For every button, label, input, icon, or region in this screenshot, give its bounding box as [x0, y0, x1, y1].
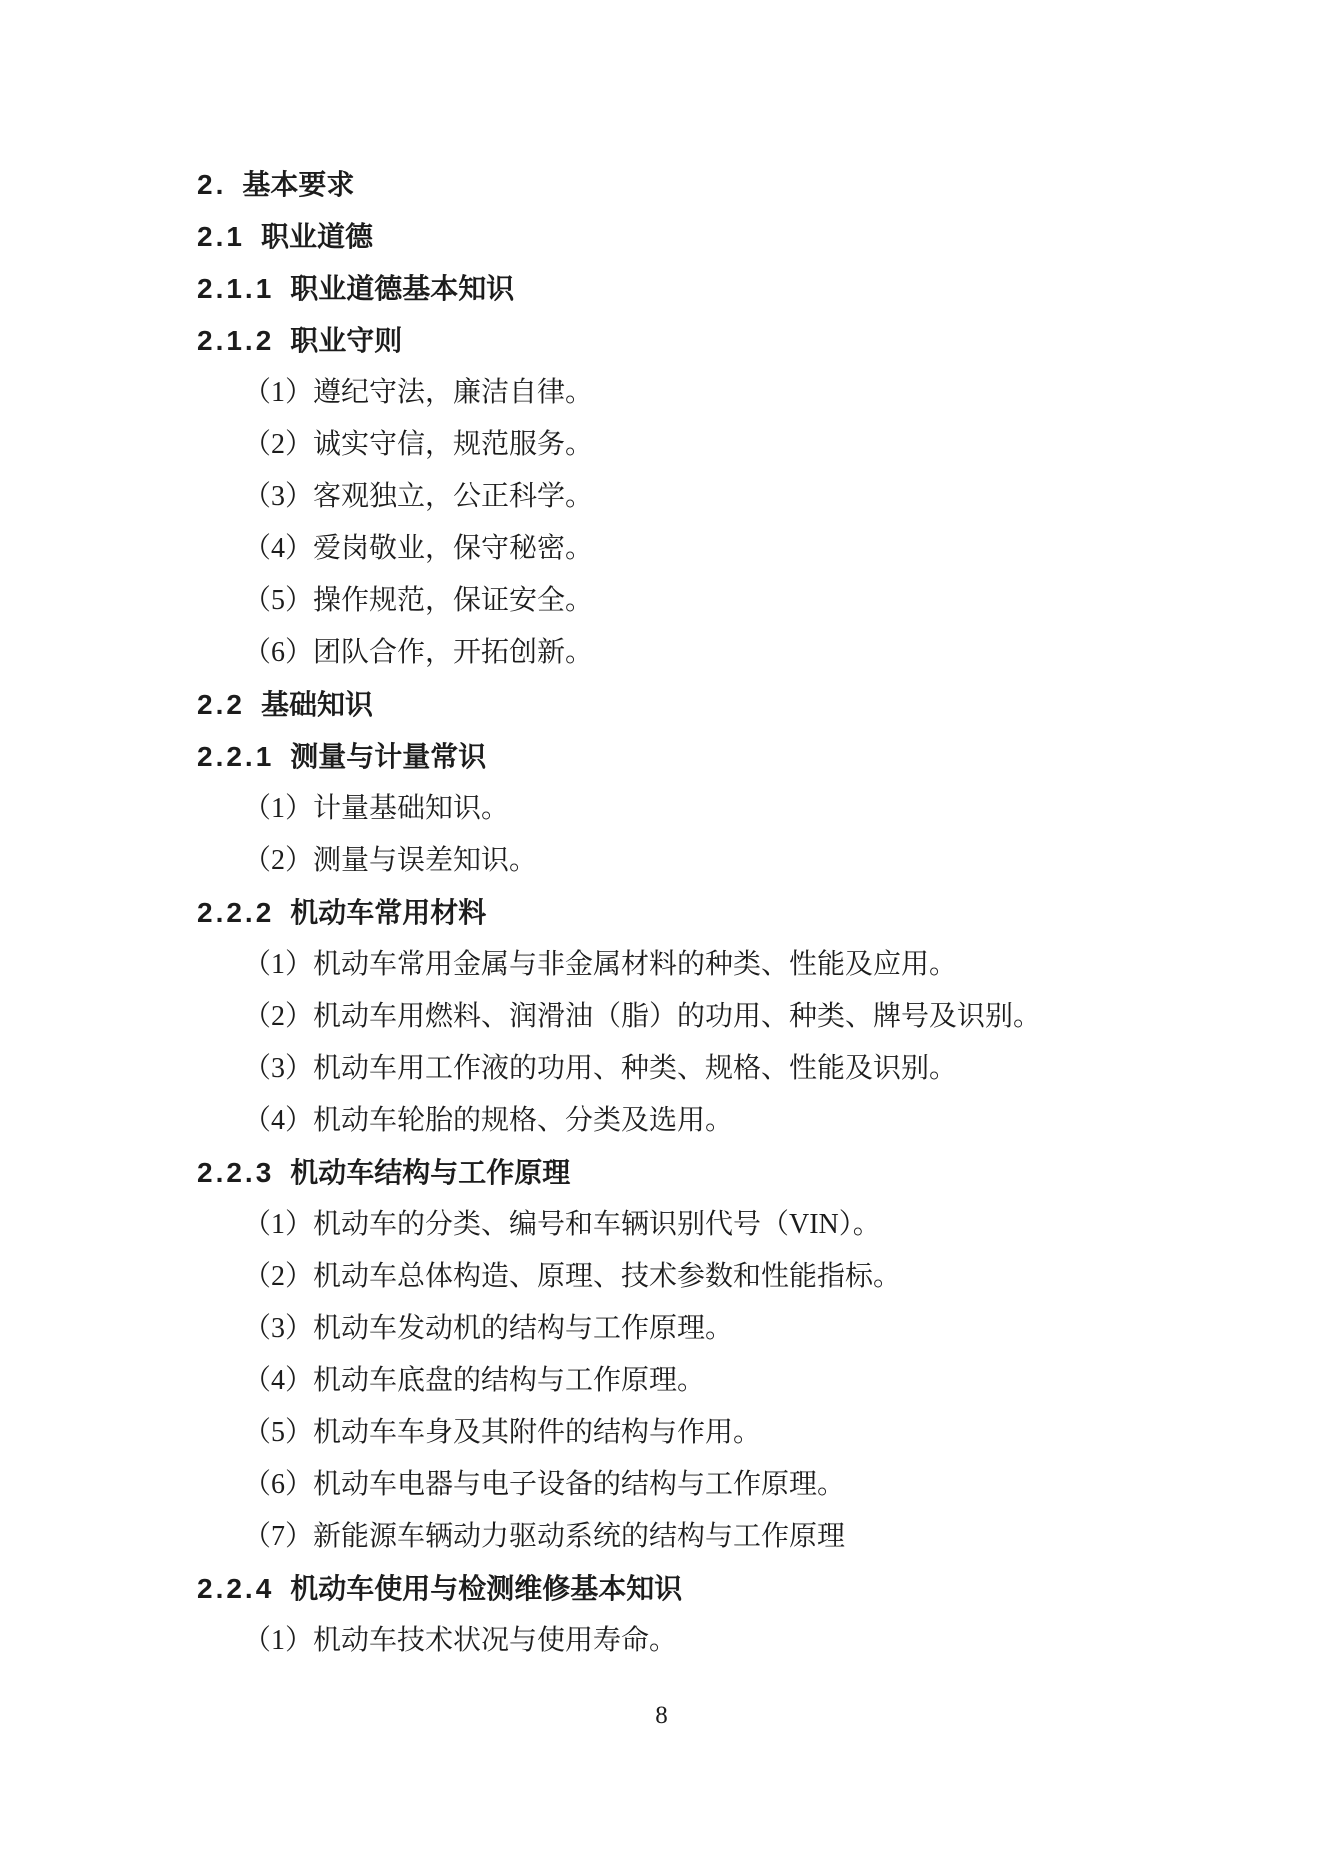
- heading-text: 基础知识: [260, 689, 373, 720]
- page-number: 8: [655, 1702, 668, 1729]
- heading-number: 2.: [197, 169, 227, 200]
- heading-number: 2.1.2: [197, 325, 275, 356]
- list-item: （2）机动车用燃料、润滑油（脂）的功用、种类、牌号及识别。: [243, 1001, 1042, 1032]
- list-item: （2）诚实守信，规范服务。: [243, 429, 594, 460]
- heading-number: 2.1.1: [197, 273, 275, 304]
- heading-text: 基本要求: [242, 169, 355, 200]
- heading-text: 职业守则: [290, 325, 403, 356]
- list-item: （4）机动车轮胎的规格、分类及选用。: [243, 1105, 734, 1136]
- heading-number: 2.2: [197, 689, 245, 720]
- page-footer: [0, 1696, 1323, 1736]
- list-item: （3）机动车用工作液的功用、种类、规格、性能及识别。: [243, 1053, 958, 1084]
- list-item: （6）团队合作，开拓创新。: [243, 637, 594, 668]
- heading-text: 机动车常用材料: [290, 897, 487, 928]
- heading-text: 职业道德基本知识: [290, 273, 515, 304]
- list-item: （5）机动车车身及其附件的结构与作用。: [243, 1417, 762, 1448]
- heading-number: 2.2.1: [197, 741, 275, 772]
- list-item: （1）机动车技术状况与使用寿命。: [243, 1625, 678, 1656]
- list-item: （4）机动车底盘的结构与工作原理。: [243, 1365, 706, 1396]
- section-heading: [197, 1563, 1263, 1615]
- section-heading: [197, 159, 1263, 211]
- heading-number: 2.2.3: [197, 1157, 275, 1188]
- list-item: （3）机动车发动机的结构与工作原理。: [243, 1313, 734, 1344]
- list-item: （3）客观独立，公正科学。: [243, 481, 594, 512]
- section-heading: [197, 211, 1263, 263]
- heading-number: 2.2.4: [197, 1573, 275, 1604]
- list-item: （2）测量与误差知识。: [243, 845, 538, 876]
- list-item: （5）操作规范，保证安全。: [243, 585, 594, 616]
- heading-number: 2.2.2: [197, 897, 275, 928]
- list-item: （1）机动车常用金属与非金属材料的种类、性能及应用。: [243, 949, 958, 980]
- list-item: （6）机动车电器与电子设备的结构与工作原理。: [243, 1469, 846, 1500]
- list-item: （4）爱岗敬业，保守秘密。: [243, 533, 594, 564]
- heading-number: 2.1: [197, 221, 245, 252]
- heading-text: 职业道德: [260, 221, 373, 252]
- list-item: （1）机动车的分类、编号和车辆识别代号（VIN）。: [243, 1209, 881, 1240]
- document-body: [197, 159, 1263, 1667]
- heading-text: 机动车使用与检测维修基本知识: [290, 1573, 683, 1604]
- section-heading: [197, 1147, 1263, 1199]
- section-heading: [197, 263, 1263, 315]
- section-heading: [197, 731, 1263, 783]
- list-item: （2）机动车总体构造、原理、技术参数和性能指标。: [243, 1261, 902, 1292]
- heading-text: 测量与计量常识: [290, 741, 487, 772]
- section-heading: [197, 887, 1263, 939]
- section-heading: [197, 315, 1263, 367]
- list-item: （7）新能源车辆动力驱动系统的结构与工作原理: [243, 1521, 846, 1552]
- list-item: （1）遵纪守法，廉洁自律。: [243, 377, 594, 408]
- heading-text: 机动车结构与工作原理: [290, 1157, 571, 1188]
- section-heading: [197, 679, 1263, 731]
- list-item: （1）计量基础知识。: [243, 793, 510, 824]
